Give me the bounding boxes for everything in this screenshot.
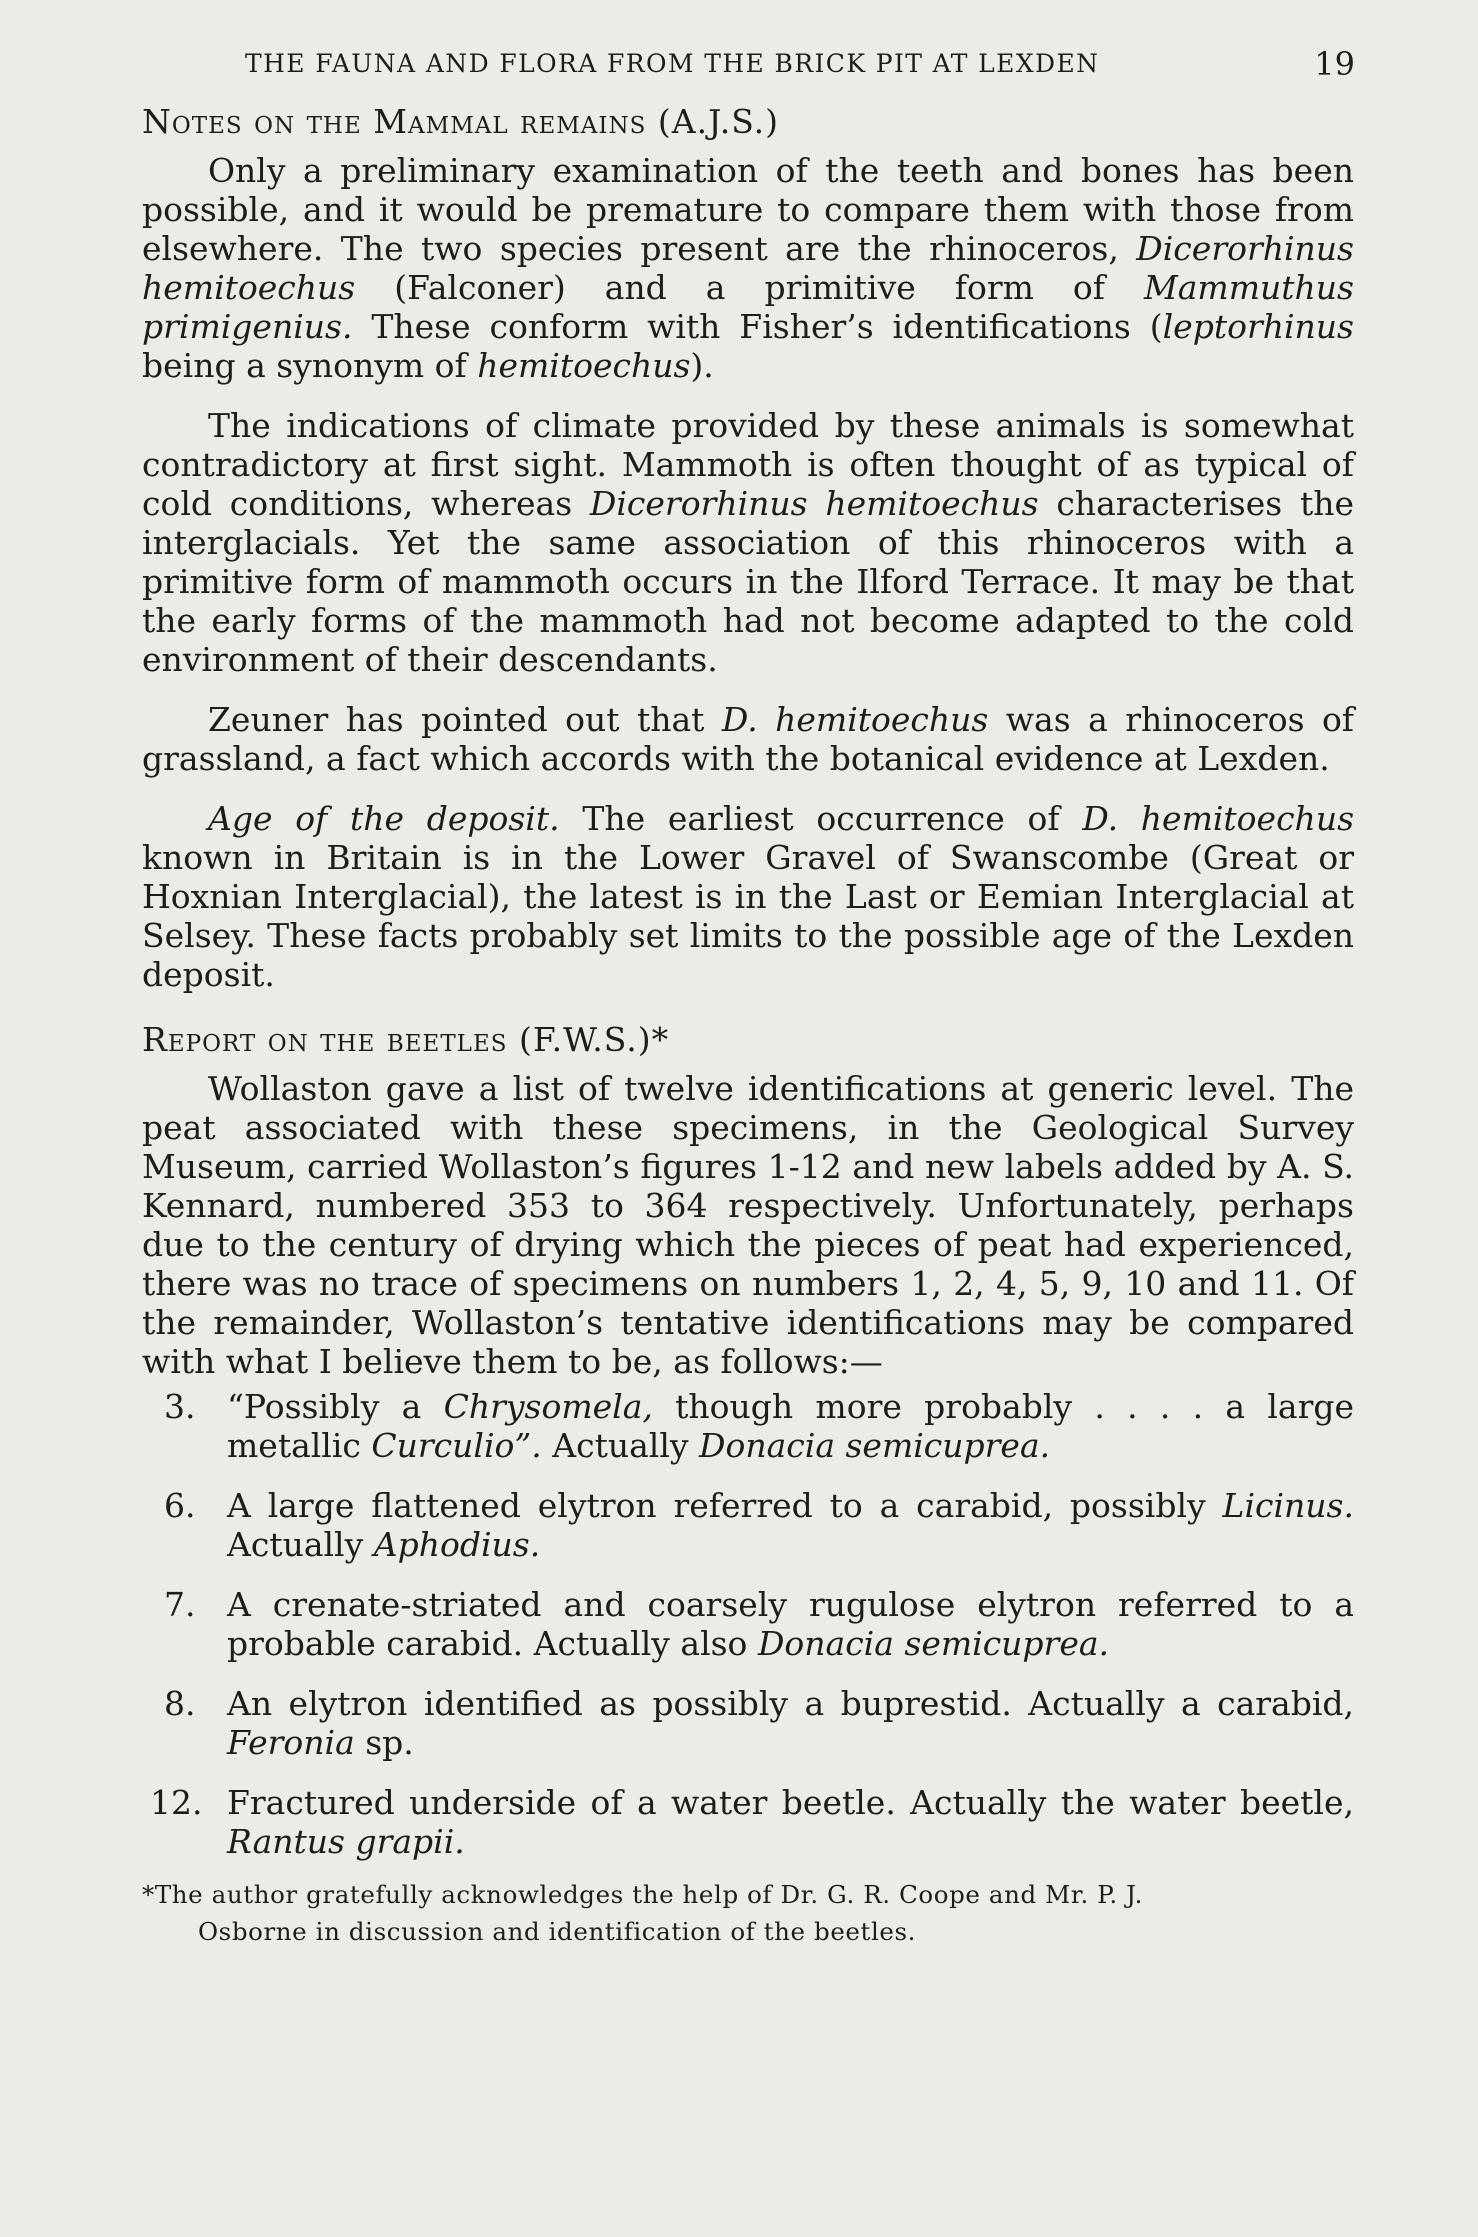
text-run: “Possibly a [227,1387,422,1426]
footnote-line: *The author gratefully acknowledges the help of Dr. G. R. Coope and Mr. P. J. [142,1880,1144,1909]
text-run: known in Britain is in the Lower Gravel of Swanscombe (Great or Hoxnian Interglacial), the latest is in the Last or Eemian Interglacial at Selsey. These facts probably set limits to the possible age of the Lexden deposit. [142,838,1354,994]
paragraph [142,799,1354,994]
species-name: Donacia semicuprea. [699,1426,1051,1465]
footnote [142,1876,1354,1950]
section-heading-beetles [142,1020,1354,1059]
list-number: 8. [164,1684,196,1723]
running-header [245,44,1355,84]
text-run: (Falconer) and a primitive form of [394,268,1105,307]
text-run: Actually [552,1426,689,1465]
page-number: 19 [1314,45,1355,83]
text-run: ). [690,346,714,385]
text-run: Actually [227,1525,364,1564]
text-run: An elytron identified as possibly a buprestid. Actually a carabid, [227,1684,1354,1723]
list-number: 3. [164,1387,196,1426]
species-name: Mammuthus primigenius. [142,268,1354,346]
species-name: Dicerorhinus hemitoechus [589,484,1039,523]
text-run: sp. [365,1723,414,1762]
species-name: hemitoechus [477,346,691,385]
section-heading-mammal-title: Notes on the Mammal remains [142,102,647,141]
species-name: D. hemitoechus [1082,799,1355,838]
list-item [142,1585,1354,1663]
species-name: Curculio”. [371,1426,542,1465]
paragraph [142,151,1354,385]
list-number: 12. [150,1783,203,1822]
text-run: characterises the interglacials. Yet the same association of this rhinoceros with a primitive form of mammoth occurs in the Ilford Terrace. It may be that the early forms of the mammoth had not become adapted to the cold environment of their descendants. [142,484,1354,679]
list-item [142,1387,1354,1465]
text-run: The earliest occurrence of [582,799,1060,838]
text-run: A large flattened elytron referred to a carabid, possibly [227,1486,1206,1525]
text-run: was a rhinoceros of grassland, a fact which accords with the botanical evidence at Lexden. [142,700,1355,778]
species-name: Aphodius. [373,1525,541,1564]
list-number: 7. [164,1585,196,1624]
text-run: Only a preliminary examination of the teeth and bones has been possible, and it would be premature to compare them with those from elsewhere. The two species present are the rhinoceros, [142,151,1354,268]
species-name: Dicerorhinus hemitoechus [142,229,1354,307]
species-name: D. hemitoechus [721,700,989,739]
paragraph [142,700,1354,778]
paragraph: Wollaston gave a list of twelve identifications at generic level. The peat associated with these specimens, in the Geological Survey Museum, carried Wollaston’s figures 1-12 and new labels added by A. S. Kennard, numbered 353 to 364 respectively. Unfortunately, perhaps due to the century of drying which the pieces of peat had experienced, there was no trace of specimens on numbers 1, 2, 4, 5, 9, 10 and 11. Of the remainder, Wollaston’s tentative identifications may be compared with what I believe them to be, as follows:— [142,1069,1354,1381]
text-run: Zeuner has pointed out that [208,700,705,739]
footnote-line: Osborne in discussion and identification of the beetles. [198,1917,917,1946]
section-heading-beetles-initials: (F.W.S.)* [519,1020,670,1059]
species-name: Donacia semicuprea. [757,1624,1110,1663]
section-heading-mammal [142,102,1354,141]
text-run: A crenate-striated and coarsely rugulose elytron referred to a probable carabid. Actually also [227,1585,1354,1663]
species-name: Licinus. [1222,1486,1354,1525]
text-run: being a synonym of [142,346,467,385]
species-name: Feronia [227,1723,355,1762]
species-name: leptorhinus [1162,307,1354,346]
main-text [142,102,1354,1950]
section-heading-mammal-initials: (A.J.S.) [657,102,780,141]
paragraph [142,406,1354,679]
run-in-heading: Age of the deposit. [208,799,560,838]
list-item [142,1783,1354,1861]
list-item [142,1486,1354,1564]
species-name: Chrysomela, [443,1387,653,1426]
text-run: though more probably . . . . a large metallic [227,1387,1354,1465]
species-name: Rantus grapii. [227,1822,465,1861]
text-run: The indications of climate provided by these animals is somewhat contradictory at first sight. Mammoth is often thought of as typical of cold conditions, whereas [142,406,1354,523]
text-run: These conform with Fisher’s identifications ( [371,307,1163,346]
running-title: THE FAUNA AND FLORA FROM THE BRICK PIT AT LEXDEN [245,49,1100,78]
list-number: 6. [164,1486,196,1525]
text-run: Fractured underside of a water beetle. Actually the water beetle, [227,1783,1354,1822]
section-heading-beetles-title: Report on the beetles [142,1020,508,1059]
list-item [142,1684,1354,1762]
